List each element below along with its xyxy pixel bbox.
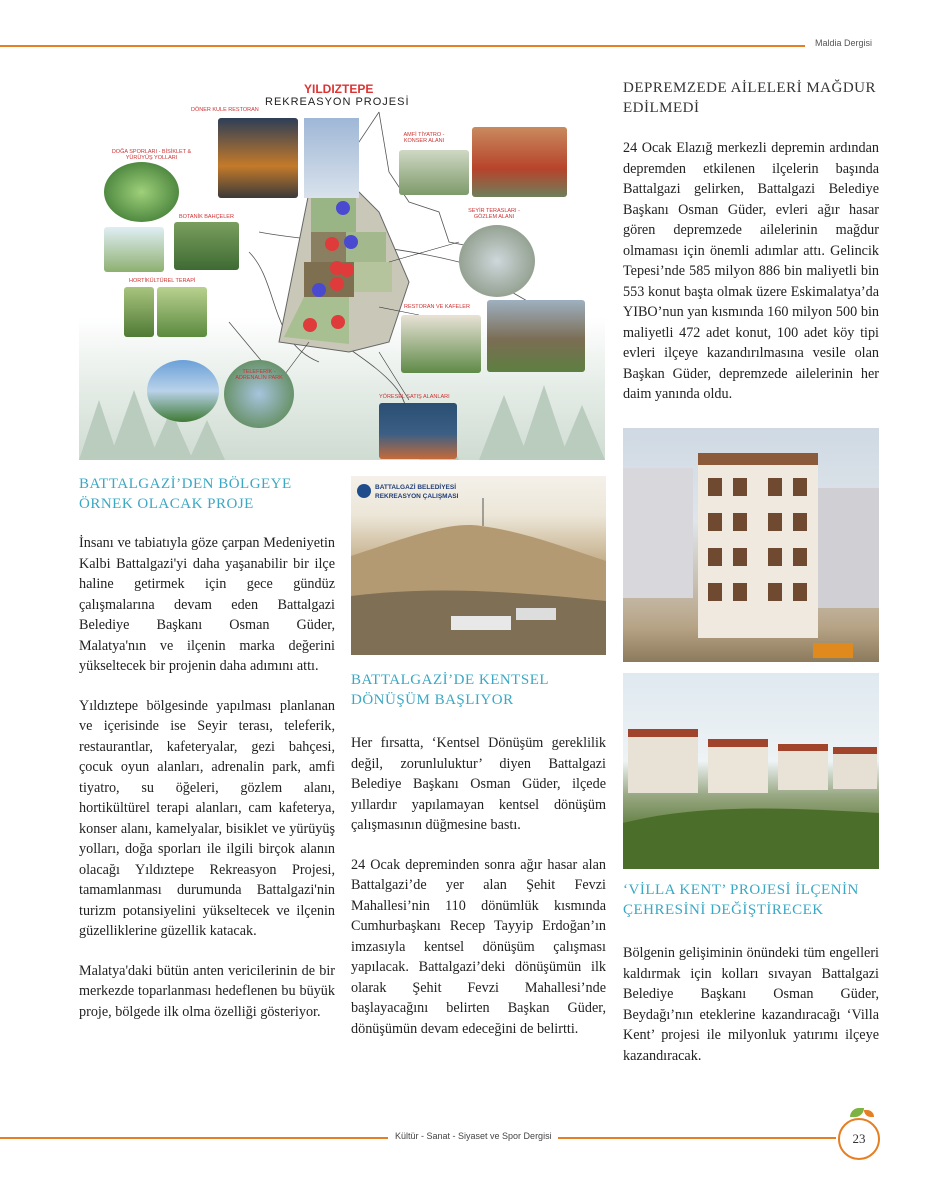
label-yoresel: YÖRESEL SATIŞ ALANLARI (379, 394, 450, 400)
heading-villa-kent: ‘VİLLA KENT’ PROJESİ İLÇENİN ÇEHRESİNİ DEĞİŞTİRECEK (623, 882, 859, 918)
building-drawing (623, 428, 879, 662)
label-doga: DOĞA SPORLARI - BİSİKLET & YÜRÜYÜŞ YOLLARI (111, 149, 192, 161)
photo-kafe (487, 300, 585, 372)
body-mid (351, 733, 606, 1058)
body-right-bottom (623, 943, 879, 1085)
magazine-name: Maldia Dergisi (815, 38, 873, 48)
paragraph-mid-2: 24 Ocak depreminden sonra ağır hasar alan Battalgazi’de yer alan Şehit Fevzi Mahallesi’nin 110 dönümlük kısmında Cumhurbaşkanı Recep Tayyip Erdoğan’ın imzasıyla kentsel dönüşüm çalışması yapılacak. Battalgazi’deki dönüşümün ilk olarak Şehit Fevzi Mahallesi’nde başlayacağını belirten Başkan Güder, dönüşümün devam edeceğini de belirtti. (351, 856, 606, 1037)
label-amfi: AMFİ TİYATRO - KONSER ALANI (403, 132, 445, 144)
label-botanik: BOTANİK BAHÇELER (179, 214, 234, 220)
map-title: YILDIZTEPE (304, 82, 374, 96)
villa-drawing (623, 673, 879, 869)
paragraph-right-2: Bölgenin gelişiminin önündeki tüm engelleri kaldırmak için kolları sıvayan Battalgazi Belediye Başkanı Osman Güder, Beydağı’nın eteklerine kazandıracağı ‘Villa Kent’ projesi ile milyonluk yatırımı ilçeye kazandıracak. (623, 945, 879, 1064)
heading-kentsel-donusum: BATTALGAZİ’DE KENTSEL DÖNÜŞÜM BAŞLIYOR (351, 672, 549, 708)
photo-doga (104, 162, 179, 222)
paragraph-left-2: Yıldıztepe bölgesinde yapılması planlanan ve içerisinde ise Seyir terası, teleferik, restaurantlar, kafeteryalar, gezi bahçesi, çocuk oyun alanları, adrenalin park, amfi tiyatro, su öğeleri, gözlem alanı, hortikültürel terapi alanları, cam kafeterya, konser alanı, kamelyalar, bisiklet ve yürüyüş yolları, doğa sporları ile ilgili birçok alanın olacağı Yıldıztepe Rekreasyon Projesi, tamamlanması durumunda Battalgazi'nin turizm potansiyelini yükseltecek ve ilçenin güzelliklerine güzellik katacak. (79, 697, 335, 939)
photo-horti-1 (124, 287, 154, 337)
photo-restoran (401, 315, 481, 373)
body-right-top (623, 138, 879, 424)
yildiztepe-map-figure (79, 82, 605, 460)
orange-leaf-icon (864, 1110, 874, 1117)
label-doner-kule: DÖNER KULE RESTORAN (191, 107, 259, 113)
footer-rule-right (558, 1137, 836, 1139)
photo-seyir (459, 225, 535, 297)
photo-tower (304, 118, 359, 198)
body-left (79, 533, 335, 1041)
paragraph-right-1: 24 Ocak Elazığ merkezli depremin ardından depremden etkilenen ilçelerin başında Battalgazi gelirken, Battalgazi Belediye Başkanı Osman Güder, evleri ağır hasar gören depremzede ailelerinin mağdur olmaması için önemli adımlar attı. Gelincik Tepesi’nde 585 milyon 886 bin maliyetli bin 553 konut başta olmak üzere Eskimalatya’da YIBO’nun yan kısmında 160 milyon 500 bin maliyetli 472 adet konut, 100 adet köy tipi evleri ilçeye kazandırılmasına vesile olan Başkan Güder, depremzede ailelerinin her daim yanında oldu. (623, 140, 879, 402)
page-number: 23 (838, 1118, 880, 1160)
photo-botanik (174, 222, 239, 270)
heading-depremzede: DEPREMZEDE AİLELERİ MAĞDUR EDİLMEDİ (623, 80, 876, 116)
rekreasyon-caption: BATTALGAZİ BELEDİYESİ REKREASYON ÇALIŞMASI (375, 484, 459, 500)
aerial-hill-drawing (351, 476, 606, 655)
paragraph-left-1: İnsanı ve tabiatıyla göze çarpan Medeniyetin Kalbi Battalgazi'yi daha yaşanabilir bir ilçe haline getirmek için gece gündüz çalışmalarına devam eden Battalgazi Belediye Başkanı Osman Güder, Malatya'nın ve ilçenin marka değerini yükseltecek bir projenin daha adımını attı. (79, 535, 335, 674)
paragraph-left-3: Malatya'daki bütün anten vericilerinin de bir merkezde toparlanması hedeflenen bu büyük proje, bölgede ilk olma özelliği gösteriyor. (79, 962, 335, 1020)
rekreasyon-aerial-photo (351, 476, 606, 655)
heading-ornek-proje: BATTALGAZİ’DEN BÖLGEYE ÖRNEK OLACAK PROJE (79, 476, 292, 512)
label-restoran: RESTORAN VE KAFELER (404, 304, 470, 310)
header-rule (0, 45, 805, 47)
map-subtitle: REKREASYON PROJESİ (265, 96, 410, 108)
photo-bike (104, 227, 164, 272)
photo-yoresel (379, 403, 457, 459)
photo-doner-kule (218, 118, 298, 198)
footer-text: Kültür - Sanat - Siyaset ve Spor Dergisi (395, 1131, 552, 1141)
label-seyir: SEYİR TERASLARI - GÖZLEM ALANI (468, 208, 520, 220)
photo-konut-building (623, 428, 879, 662)
photo-amfi (472, 127, 567, 197)
photo-villa-kent (623, 673, 879, 869)
photo-horti-2 (157, 287, 207, 337)
footer-rule-left (0, 1137, 388, 1139)
label-horti: HORTİKÜLTÜREL TERAPİ (129, 278, 196, 284)
leaf-icon (850, 1108, 864, 1117)
label-teleferik: TELEFERİK - ADRENALİN PARK (235, 369, 283, 381)
photo-amfi-small (399, 150, 469, 195)
photo-teleferik (147, 360, 219, 422)
paragraph-mid-1: Her fırsatta, ‘Kentsel Dönüşüm gereklilik değil, zorunluluktur’ diyen Battalgazi Belediye Başkanı Osman Güder, ilçede yıllardır yapılamayan kentsel dönüşüm çalışmasının düğmesine bastı. (351, 735, 606, 833)
